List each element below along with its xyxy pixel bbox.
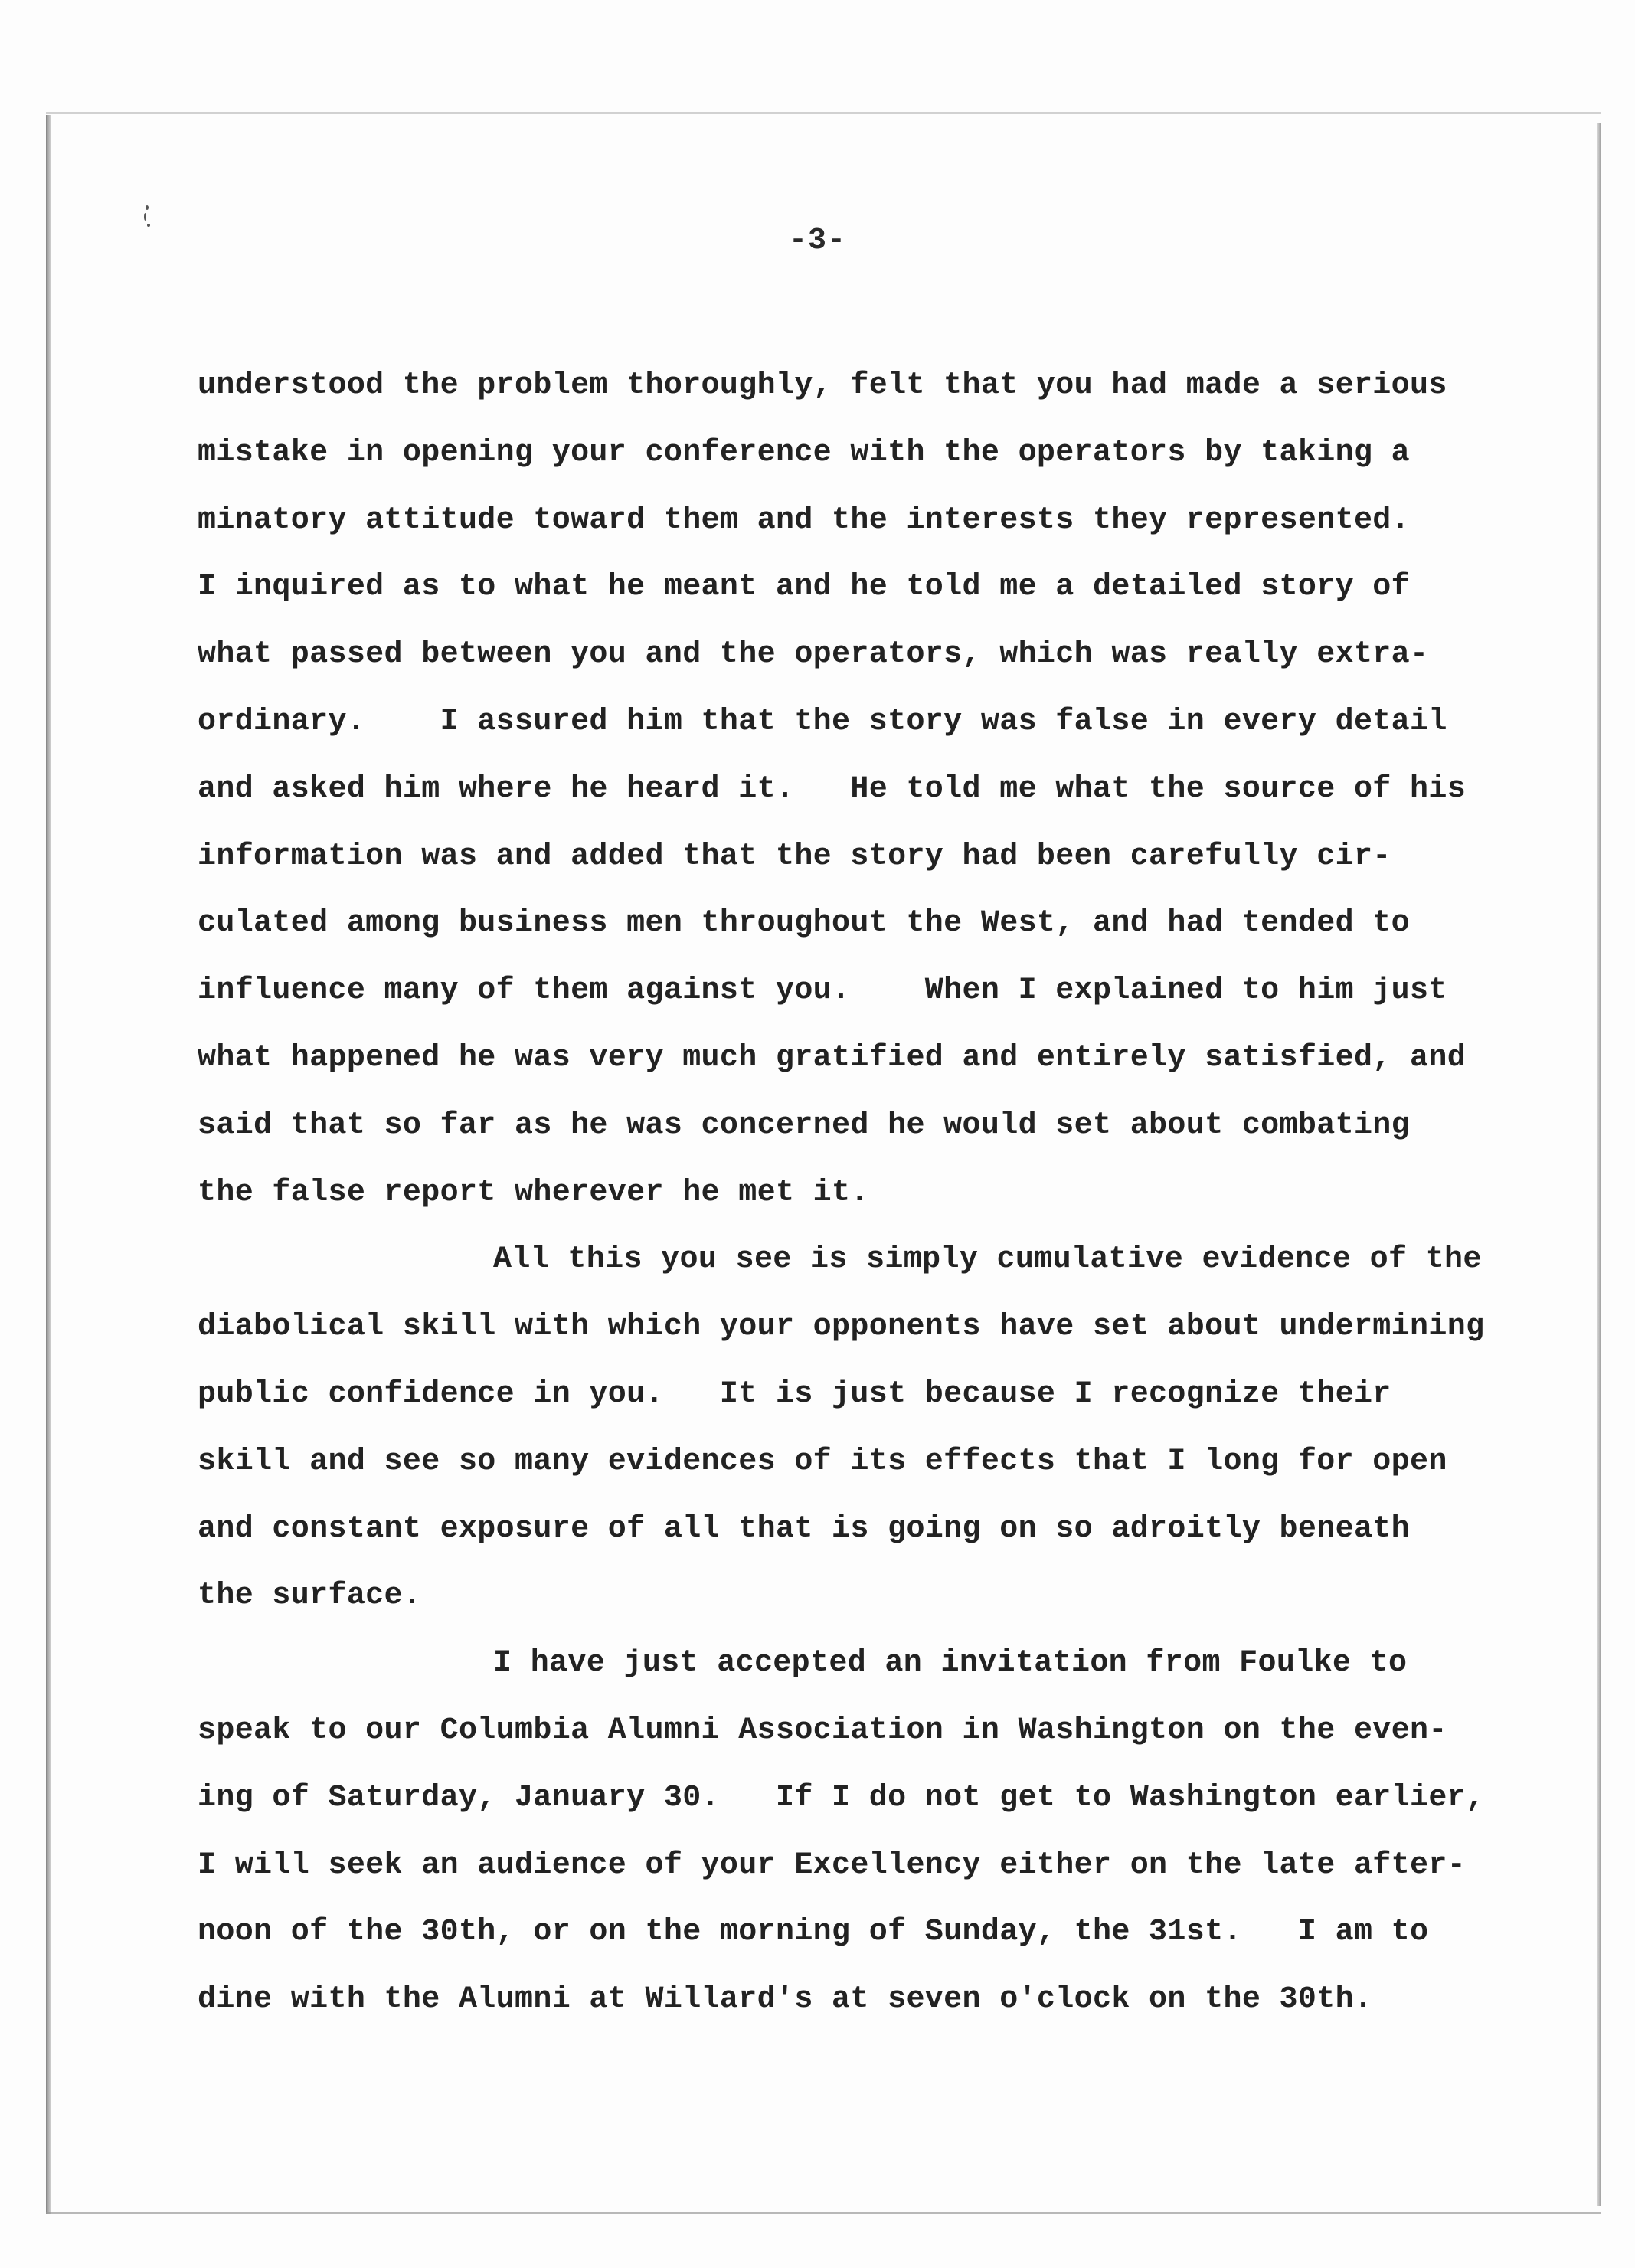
page-edge-top xyxy=(46,112,1601,114)
paragraph-first-line: I have just accepted an invitation from Foulke to xyxy=(493,1646,1408,1681)
text-line: and asked him where he heard it. He told me what the source of his xyxy=(198,771,1467,807)
page-edge-left xyxy=(46,115,51,2214)
text-line: said that so far as he was concerned he would set about combating xyxy=(198,1108,1411,1143)
text-line: culated among business men throughout the West, and had tended to xyxy=(198,906,1411,941)
text-line: mistake in opening your conference with the operators by taking a xyxy=(198,435,1411,470)
text-line: noon of the 30th, or on the morning of Sunday, the 31st. I am to xyxy=(198,1915,1429,1950)
paragraph-first-line: All this you see is simply cumulative evidence of the xyxy=(493,1242,1482,1278)
text-line: minatory attitude toward them and the interests they represented. xyxy=(198,502,1411,538)
text-line: the surface. xyxy=(198,1579,422,1614)
text-line: influence many of them against you. When I explained to him just xyxy=(198,974,1447,1009)
text-line: public confidence in you. It is just because I recognize their xyxy=(198,1376,1391,1412)
text-line: information was and added that the story had been carefully cir- xyxy=(198,839,1391,874)
text-line: ordinary. I assured him that the story was false in every detail xyxy=(198,704,1447,739)
page-edge-right xyxy=(1597,123,1601,2206)
text-line: what happened he was very much gratified and entirely satisfied, and xyxy=(198,1040,1467,1075)
text-line: the false report wherever he met it. xyxy=(198,1175,869,1210)
letter-body xyxy=(198,352,1561,2034)
text-line: diabolical skill with which your opponents have set about undermining xyxy=(198,1310,1485,1345)
text-line: ing of Saturday, January 30. If I do not get to Washington earlier, xyxy=(198,1780,1485,1815)
page-number: -3- xyxy=(788,224,846,258)
text-line: I will seek an audience of your Excellency either on the late after- xyxy=(198,1847,1467,1883)
text-line: what passed between you and the operators, which was really extra- xyxy=(198,637,1429,673)
text-line: dine with the Alumni at Willard's at seven o'clock on the 30th. xyxy=(198,1982,1373,2018)
text-line: speak to our Columbia Alumni Association in Washington on the even- xyxy=(198,1713,1447,1748)
text-line: and constant exposure of all that is going on so adroitly beneath xyxy=(198,1511,1411,1546)
text-line: I inquired as to what he meant and he told me a detailed story of xyxy=(198,570,1411,605)
text-line: understood the problem thoroughly, felt that you had made a serious xyxy=(198,368,1447,403)
text-line: skill and see so many evidences of its effects that I long for open xyxy=(198,1444,1447,1479)
page-edge-bottom xyxy=(46,2212,1601,2214)
